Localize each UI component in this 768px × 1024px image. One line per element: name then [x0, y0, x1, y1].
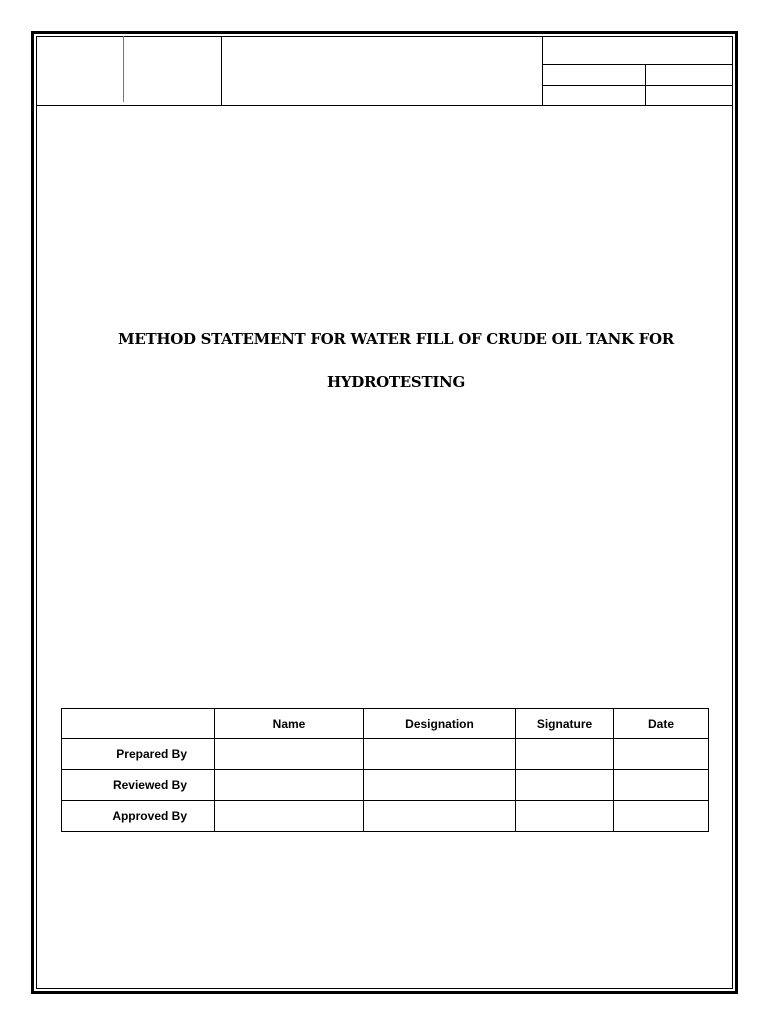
table-row-reviewed	[62, 770, 709, 801]
row-label-approved-by: Approved By	[62, 801, 215, 832]
cell-prepared-signature	[516, 739, 614, 770]
table-row-prepared	[62, 739, 709, 770]
header-bottom-rule	[36, 105, 733, 106]
table-row-approved	[62, 801, 709, 832]
cell-reviewed-signature	[516, 770, 614, 801]
cell-prepared-name	[215, 739, 364, 770]
cell-approved-signature	[516, 801, 614, 832]
table-header-row	[62, 709, 709, 739]
row-label-prepared-by: Prepared By	[62, 739, 215, 770]
cell-approved-name	[215, 801, 364, 832]
cell-reviewed-date	[614, 770, 709, 801]
header-cell-designation: Designation	[364, 709, 516, 739]
header-right-rule-2	[542, 85, 733, 86]
header-divider-2	[221, 36, 222, 105]
document-title-line-1: METHOD STATEMENT FOR WATER FILL OF CRUDE OIL TANK FOR	[118, 330, 674, 348]
cell-prepared-designation	[364, 739, 516, 770]
header-cell-date: Date	[614, 709, 709, 739]
header-cell-name: Name	[215, 709, 364, 739]
header-right-rule-1	[542, 64, 733, 65]
header-cell-blank	[62, 709, 215, 739]
cell-reviewed-name	[215, 770, 364, 801]
cell-prepared-date	[614, 739, 709, 770]
header-cell-signature: Signature	[516, 709, 614, 739]
header-divider-3	[542, 36, 543, 105]
row-label-reviewed-by: Reviewed By	[62, 770, 215, 801]
cell-reviewed-designation	[364, 770, 516, 801]
header-divider-1	[123, 36, 124, 102]
document-title-line-2: HYDROTESTING	[327, 373, 465, 391]
cell-approved-designation	[364, 801, 516, 832]
approval-table	[61, 708, 709, 832]
header-divider-4	[645, 64, 646, 105]
page-border-inner	[36, 36, 733, 989]
cell-approved-date	[614, 801, 709, 832]
